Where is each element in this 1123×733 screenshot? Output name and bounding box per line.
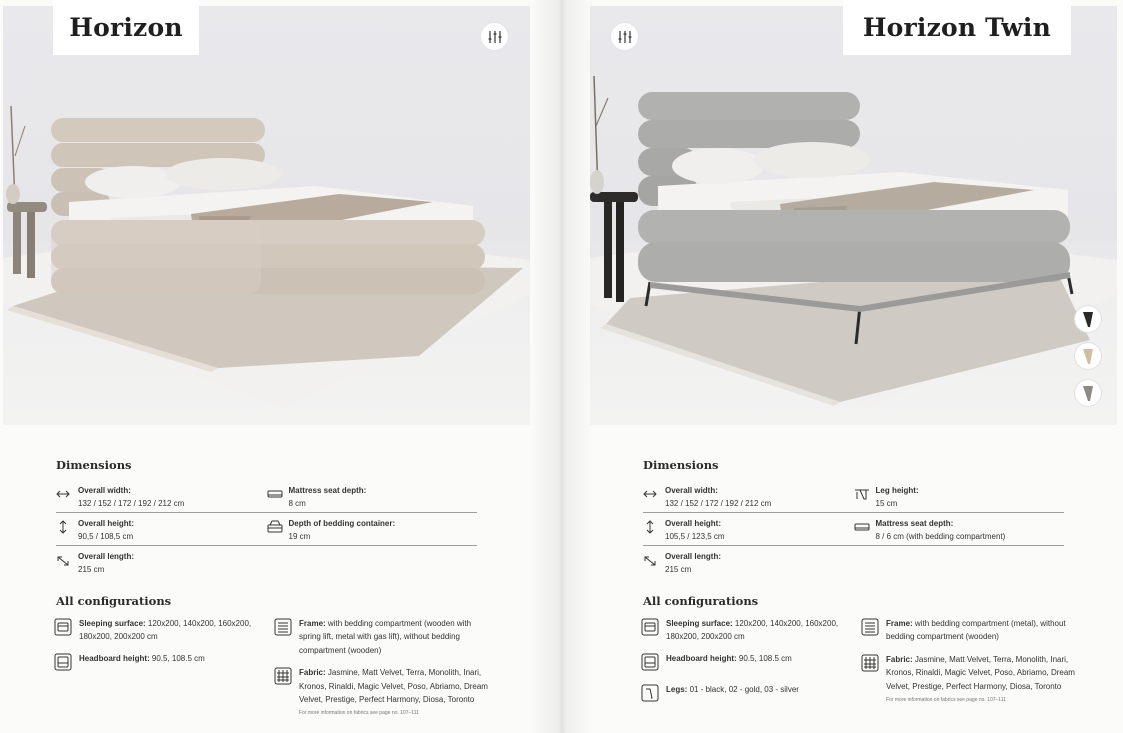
leg-icon bbox=[1081, 310, 1095, 328]
dim-height bbox=[643, 513, 854, 545]
filter-sliders-icon[interactable] bbox=[611, 23, 638, 50]
horizon-bed-illustration bbox=[3, 6, 530, 425]
dim-label: Overall length: bbox=[665, 552, 722, 561]
product-title: Horizon bbox=[53, 0, 199, 55]
dim-width bbox=[56, 480, 267, 512]
dim-row bbox=[56, 546, 477, 578]
filter-sliders-icon[interactable] bbox=[481, 23, 508, 50]
horizon-bed-photo bbox=[3, 6, 530, 425]
config-headboard bbox=[641, 652, 856, 673]
config-value: with bedding compartment (metal), without bedding compartment (wooden) bbox=[886, 619, 1066, 642]
dim-row bbox=[56, 480, 477, 513]
arrow-diagonal-icon bbox=[56, 550, 78, 570]
dim-row bbox=[643, 480, 1064, 513]
dim-leg-height bbox=[854, 480, 1065, 512]
config-label: Fabric: bbox=[299, 668, 326, 678]
config-headboard bbox=[54, 652, 269, 673]
config-label: Sleeping surface: bbox=[79, 619, 146, 628]
dim-value: 132 / 152 / 172 / 192 / 212 cm bbox=[78, 499, 185, 508]
dim-value: 8 / 6 cm (with bedding compartment) bbox=[875, 532, 1006, 541]
config-legs bbox=[641, 683, 856, 704]
config-value: 90.5, 108.5 cm bbox=[149, 653, 205, 663]
leg-icon bbox=[641, 684, 661, 704]
bed-frame-icon bbox=[54, 618, 74, 638]
config-value: 90.5, 108.5 cm bbox=[736, 653, 792, 663]
config-column bbox=[641, 617, 856, 714]
dim-container-depth bbox=[267, 513, 478, 545]
dim-empty bbox=[267, 546, 478, 578]
config-value: 01 - black, 02 - gold, 03 - silver bbox=[687, 684, 799, 694]
dim-length bbox=[56, 546, 267, 578]
dim-label: Depth of bedding container: bbox=[288, 519, 396, 528]
dim-value: 15 cm bbox=[875, 499, 898, 508]
headboard-icon bbox=[54, 653, 74, 673]
fabric-icon bbox=[861, 654, 881, 674]
fabric-note: For more information on fabrics see page no. 107–111 bbox=[886, 697, 1006, 704]
fabric-note: For more information on fabrics see page no. 107–111 bbox=[299, 710, 419, 717]
dimensions-heading: Dimensions bbox=[643, 458, 719, 472]
horizon-twin-bed-photo bbox=[590, 6, 1117, 425]
configurations-heading: All configurations bbox=[56, 594, 172, 608]
config-frame bbox=[274, 617, 489, 657]
config-label: Headboard height: bbox=[666, 653, 737, 663]
config-column bbox=[861, 617, 1076, 717]
fabric-icon bbox=[274, 667, 294, 687]
mattress-icon bbox=[854, 517, 876, 537]
config-value: Jasmine, Matt Velvet, Terra, Monolith, Inari, Kronos, Rinaldi, Magic Velvet, Poso, Abriamo, Dream Velvet, Prestige, Perfect Harmony, Diosa, Toronto bbox=[886, 654, 1075, 691]
dim-row bbox=[56, 513, 477, 546]
config-column bbox=[274, 617, 489, 731]
dim-width bbox=[643, 480, 854, 512]
dim-value: 19 cm bbox=[288, 532, 311, 541]
container-icon bbox=[267, 517, 289, 537]
arrow-horizontal-icon bbox=[56, 484, 78, 504]
dim-label: Overall width: bbox=[665, 486, 718, 495]
frame-grid-icon bbox=[274, 618, 294, 638]
dim-value: 8 cm bbox=[288, 499, 306, 508]
dim-length bbox=[643, 546, 854, 578]
dim-row bbox=[643, 513, 1064, 546]
config-fabric bbox=[861, 653, 1076, 708]
mattress-icon bbox=[267, 484, 289, 504]
config-sleeping-surface bbox=[641, 617, 856, 644]
dim-value: 132 / 152 / 172 / 192 / 212 cm bbox=[665, 499, 772, 508]
dim-label: Leg height: bbox=[875, 486, 919, 495]
config-label: Frame: bbox=[886, 619, 913, 628]
config-frame bbox=[861, 617, 1076, 644]
dim-value: 105,5 / 123,5 cm bbox=[665, 532, 725, 541]
config-value: 120x200, 140x200, 160x200, 180x200, 200x200 cm bbox=[79, 619, 252, 642]
leg-gold-option[interactable] bbox=[1075, 343, 1101, 369]
dimensions-table bbox=[56, 480, 477, 578]
config-label: Fabric: bbox=[886, 654, 913, 664]
leg-icon bbox=[1081, 347, 1095, 365]
config-label: Legs: bbox=[666, 684, 688, 694]
dim-row bbox=[643, 546, 1064, 578]
dim-label: Mattress seat depth: bbox=[875, 519, 954, 528]
arrow-horizontal-icon bbox=[643, 484, 665, 504]
dim-label: Overall height: bbox=[665, 519, 722, 528]
dim-value: 90,5 / 108,5 cm bbox=[78, 532, 134, 541]
config-sleeping-surface bbox=[54, 617, 269, 644]
configurations-heading: All configurations bbox=[643, 594, 759, 608]
dim-seat-depth bbox=[267, 480, 478, 512]
leg-silver-option[interactable] bbox=[1075, 380, 1101, 406]
config-label: Frame: bbox=[299, 619, 326, 628]
dim-value: 215 cm bbox=[78, 565, 105, 574]
config-value: 120x200, 140x200, 160x200, 180x200, 200x200 cm bbox=[666, 619, 839, 642]
frame-grid-icon bbox=[861, 618, 881, 638]
arrow-vertical-icon bbox=[643, 517, 665, 537]
leg-black-option[interactable] bbox=[1075, 306, 1101, 332]
leg-height-icon bbox=[854, 484, 876, 504]
dim-label: Overall length: bbox=[78, 552, 135, 561]
dim-seat-depth bbox=[854, 513, 1065, 545]
right-page bbox=[561, 0, 1123, 733]
config-label: Sleeping surface: bbox=[666, 619, 733, 628]
arrow-diagonal-icon bbox=[643, 550, 665, 570]
config-value: with bedding compartment (wooden with spring lift, metal with gas lift), without bedding compartment (wooden) bbox=[299, 619, 472, 655]
config-fabric bbox=[274, 666, 489, 721]
leg-icon bbox=[1081, 384, 1095, 402]
headboard-icon bbox=[641, 653, 661, 673]
bed-frame-icon bbox=[641, 618, 661, 638]
dimensions-table bbox=[643, 480, 1064, 578]
product-title: Horizon Twin bbox=[843, 0, 1071, 55]
leg-options bbox=[1075, 306, 1101, 406]
config-value: Jasmine, Matt Velvet, Terra, Monolith, Inari, Kronos, Rinaldi, Magic Velvet, Poso, Abriamo, Dream Velvet, Prestige, Perfect Harmony, Diosa, Toronto bbox=[299, 668, 488, 705]
dim-label: Overall width: bbox=[78, 486, 131, 495]
config-label: Headboard height: bbox=[79, 653, 150, 663]
config-column bbox=[54, 617, 269, 683]
arrow-vertical-icon bbox=[56, 517, 78, 537]
dim-label: Mattress seat depth: bbox=[288, 486, 367, 495]
horizon-twin-bed-illustration bbox=[590, 6, 1117, 425]
dimensions-heading: Dimensions bbox=[56, 458, 132, 472]
dim-label: Overall height: bbox=[78, 519, 135, 528]
dim-empty bbox=[854, 546, 1065, 578]
dim-value: 215 cm bbox=[665, 565, 692, 574]
dim-height bbox=[56, 513, 267, 545]
